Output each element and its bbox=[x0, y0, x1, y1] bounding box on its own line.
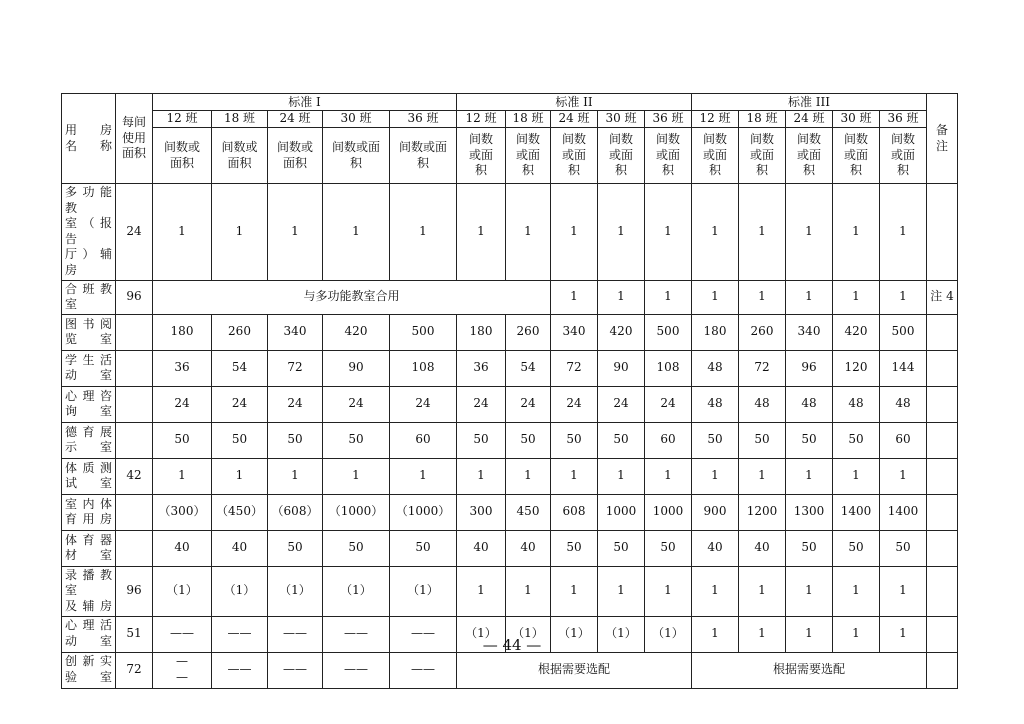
table-row bbox=[62, 386, 958, 422]
value-cell: 1400 bbox=[833, 494, 880, 530]
table-row bbox=[62, 458, 958, 494]
room-area: 72 bbox=[116, 652, 153, 688]
value-cell: 50 bbox=[786, 530, 833, 566]
value-cell: —— bbox=[212, 652, 268, 688]
header-class: 30 班 bbox=[833, 111, 880, 128]
value-cell: 1 bbox=[551, 566, 598, 616]
header-class: 36 班 bbox=[390, 111, 457, 128]
header-class: 12 班 bbox=[692, 111, 739, 128]
value-cell: （1） bbox=[390, 566, 457, 616]
room-name: 心理活 动室 bbox=[62, 616, 116, 652]
value-cell: 72 bbox=[551, 350, 598, 386]
value-cell: 60 bbox=[645, 422, 692, 458]
header-per-room-area: 每间 使用 面积 bbox=[116, 94, 153, 184]
value-cell: 1 bbox=[786, 566, 833, 616]
value-cell: 50 bbox=[457, 422, 506, 458]
value-cell: 1 bbox=[551, 280, 598, 314]
value-cell: 1 bbox=[880, 566, 927, 616]
value-cell: 50 bbox=[551, 530, 598, 566]
value-cell: 180 bbox=[457, 314, 506, 350]
value-cell: 48 bbox=[739, 386, 786, 422]
header-sub: 间数或 面积 bbox=[153, 128, 212, 184]
value-cell: 48 bbox=[692, 350, 739, 386]
page-number: — 44 — bbox=[482, 636, 542, 654]
value-cell: 1 bbox=[598, 280, 645, 314]
table-row bbox=[62, 314, 958, 350]
room-area bbox=[116, 530, 153, 566]
header-sub: 间数或面 积 bbox=[323, 128, 390, 184]
value-cell: 1 bbox=[739, 566, 786, 616]
value-cell: 50 bbox=[153, 422, 212, 458]
value-cell: 1 bbox=[739, 280, 786, 314]
header-class: 24 班 bbox=[268, 111, 323, 128]
value-cell: 1300 bbox=[786, 494, 833, 530]
value-cell: 24 bbox=[268, 386, 323, 422]
remark-cell bbox=[927, 652, 958, 688]
remark-cell bbox=[927, 494, 958, 530]
value-cell: 500 bbox=[390, 314, 457, 350]
room-area bbox=[116, 494, 153, 530]
room-name: 德育展 示室 bbox=[62, 422, 116, 458]
value-cell: （1000） bbox=[390, 494, 457, 530]
value-cell: —— bbox=[268, 616, 323, 652]
value-cell: （1） bbox=[506, 616, 551, 652]
value-cell: 40 bbox=[739, 530, 786, 566]
value-cell: 50 bbox=[212, 422, 268, 458]
value-cell: 54 bbox=[506, 350, 551, 386]
header-sub: 间数 或面 积 bbox=[833, 128, 880, 184]
value-cell: 72 bbox=[739, 350, 786, 386]
room-area: 96 bbox=[116, 566, 153, 616]
header-sub: 间数 或面 积 bbox=[739, 128, 786, 184]
room-name: 录播教室 及辅房 bbox=[62, 566, 116, 616]
value-cell: 1 bbox=[598, 566, 645, 616]
room-area bbox=[116, 350, 153, 386]
value-cell: 108 bbox=[645, 350, 692, 386]
header-class: 24 班 bbox=[551, 111, 598, 128]
value-cell: 1 bbox=[390, 184, 457, 281]
remark-cell bbox=[927, 530, 958, 566]
remark-cell bbox=[927, 386, 958, 422]
value-cell: 48 bbox=[692, 386, 739, 422]
value-cell: 24 bbox=[457, 386, 506, 422]
value-cell: 1 bbox=[786, 616, 833, 652]
header-sub: 间数 或面 积 bbox=[457, 128, 506, 184]
header-class: 36 班 bbox=[645, 111, 692, 128]
value-cell: 50 bbox=[323, 530, 390, 566]
value-cell: （450） bbox=[212, 494, 268, 530]
value-cell: 50 bbox=[506, 422, 551, 458]
value-cell: 40 bbox=[692, 530, 739, 566]
value-cell: 60 bbox=[390, 422, 457, 458]
value-cell: 60 bbox=[880, 422, 927, 458]
value-cell: 1 bbox=[323, 184, 390, 281]
value-cell: 40 bbox=[457, 530, 506, 566]
table-row bbox=[62, 350, 958, 386]
value-cell: 40 bbox=[506, 530, 551, 566]
value-cell: 1 bbox=[457, 458, 506, 494]
room-name: 体质测 试室 bbox=[62, 458, 116, 494]
value-cell: 1 bbox=[268, 184, 323, 281]
value-cell: 1 bbox=[268, 458, 323, 494]
value-cell: 1 bbox=[645, 566, 692, 616]
remark-cell bbox=[927, 184, 958, 281]
value-cell: 1 bbox=[880, 616, 927, 652]
value-cell: 1 bbox=[833, 280, 880, 314]
value-cell: 48 bbox=[880, 386, 927, 422]
value-cell: —— bbox=[323, 652, 390, 688]
value-cell: 1 bbox=[153, 184, 212, 281]
value-cell: 1 bbox=[739, 616, 786, 652]
merged-note: 与多功能教室合用 bbox=[153, 280, 551, 314]
value-cell: 1 bbox=[739, 184, 786, 281]
value-cell: 1 bbox=[833, 458, 880, 494]
value-cell: 90 bbox=[598, 350, 645, 386]
header-standard-2: 标准 II bbox=[457, 94, 692, 111]
value-cell: 1 bbox=[390, 458, 457, 494]
room-name: 室内体 育用房 bbox=[62, 494, 116, 530]
value-cell: 50 bbox=[268, 530, 323, 566]
header-sub: 间数 或面 积 bbox=[598, 128, 645, 184]
header-sub: 间数 或面 积 bbox=[506, 128, 551, 184]
remark-cell: 注 4 bbox=[927, 280, 958, 314]
value-cell: 144 bbox=[880, 350, 927, 386]
value-cell: 108 bbox=[390, 350, 457, 386]
value-cell: 54 bbox=[212, 350, 268, 386]
value-cell: 1 bbox=[212, 184, 268, 281]
value-cell: 1 bbox=[692, 566, 739, 616]
table-row bbox=[62, 652, 958, 688]
value-cell: 1 bbox=[506, 458, 551, 494]
value-cell: 1 bbox=[692, 280, 739, 314]
value-cell: 1000 bbox=[598, 494, 645, 530]
value-cell: 1 bbox=[551, 458, 598, 494]
value-cell: 500 bbox=[645, 314, 692, 350]
value-cell: 1 bbox=[457, 184, 506, 281]
header-class: 36 班 bbox=[880, 111, 927, 128]
value-cell: 300 bbox=[457, 494, 506, 530]
value-cell: （300） bbox=[153, 494, 212, 530]
value-cell: 420 bbox=[833, 314, 880, 350]
table-row bbox=[62, 530, 958, 566]
header-sub: 间数 或面 积 bbox=[692, 128, 739, 184]
value-cell: 1 bbox=[645, 458, 692, 494]
value-cell: 1 bbox=[645, 184, 692, 281]
room-name: 心理咨 询室 bbox=[62, 386, 116, 422]
value-cell: 180 bbox=[692, 314, 739, 350]
header-sub: 间数或面 积 bbox=[390, 128, 457, 184]
table-row bbox=[62, 494, 958, 530]
value-cell: 260 bbox=[739, 314, 786, 350]
value-cell: 50 bbox=[598, 530, 645, 566]
table-row bbox=[62, 422, 958, 458]
value-cell: 1000 bbox=[645, 494, 692, 530]
table-row bbox=[62, 184, 958, 281]
value-cell: 1 bbox=[598, 184, 645, 281]
value-cell: （1000） bbox=[323, 494, 390, 530]
header-sub: 间数或 面积 bbox=[268, 128, 323, 184]
value-cell: 50 bbox=[880, 530, 927, 566]
value-cell: 260 bbox=[212, 314, 268, 350]
value-cell: 40 bbox=[212, 530, 268, 566]
header-class: 24 班 bbox=[786, 111, 833, 128]
remark-cell bbox=[927, 458, 958, 494]
value-cell: 50 bbox=[833, 530, 880, 566]
value-cell: 420 bbox=[598, 314, 645, 350]
header-standard-3: 标准 III bbox=[692, 94, 927, 111]
value-cell: 40 bbox=[153, 530, 212, 566]
value-cell: 1 bbox=[833, 616, 880, 652]
value-cell: 50 bbox=[551, 422, 598, 458]
room-name: 合班教 室 bbox=[62, 280, 116, 314]
value-cell: （1） bbox=[268, 566, 323, 616]
value-cell: 1 bbox=[692, 458, 739, 494]
value-cell: —— bbox=[390, 652, 457, 688]
header-standard-1: 标准 I bbox=[153, 94, 457, 111]
merged-note: 根据需要选配 bbox=[692, 652, 927, 688]
value-cell: 36 bbox=[457, 350, 506, 386]
value-cell: 1 bbox=[880, 280, 927, 314]
value-cell: 48 bbox=[833, 386, 880, 422]
value-cell: 120 bbox=[833, 350, 880, 386]
value-cell: 1 bbox=[880, 184, 927, 281]
header-sub: 间数或 面积 bbox=[212, 128, 268, 184]
value-cell: 180 bbox=[153, 314, 212, 350]
value-cell: 50 bbox=[598, 422, 645, 458]
remark-cell bbox=[927, 566, 958, 616]
value-cell: 24 bbox=[212, 386, 268, 422]
value-cell: 72 bbox=[268, 350, 323, 386]
room-area bbox=[116, 386, 153, 422]
value-cell: 1 bbox=[598, 458, 645, 494]
value-cell: 50 bbox=[786, 422, 833, 458]
value-cell: — — bbox=[153, 652, 212, 688]
value-cell: —— bbox=[268, 652, 323, 688]
value-cell: （1） bbox=[598, 616, 645, 652]
room-name: 体育器 材室 bbox=[62, 530, 116, 566]
value-cell: 1 bbox=[692, 184, 739, 281]
value-cell: （1） bbox=[212, 566, 268, 616]
value-cell: （1） bbox=[323, 566, 390, 616]
value-cell: 1 bbox=[212, 458, 268, 494]
value-cell: （1） bbox=[645, 616, 692, 652]
header-usage-name: 用房 名称 bbox=[62, 94, 116, 184]
value-cell: 1 bbox=[153, 458, 212, 494]
value-cell: 1 bbox=[645, 280, 692, 314]
value-cell: 1 bbox=[786, 184, 833, 281]
merged-note: 根据需要选配 bbox=[457, 652, 692, 688]
header-sub: 间数 或面 积 bbox=[786, 128, 833, 184]
header-sub: 间数 或面 积 bbox=[645, 128, 692, 184]
room-area: 24 bbox=[116, 184, 153, 281]
header-class: 30 班 bbox=[323, 111, 390, 128]
header-class: 30 班 bbox=[598, 111, 645, 128]
value-cell: 24 bbox=[551, 386, 598, 422]
value-cell: 1 bbox=[692, 616, 739, 652]
value-cell: 420 bbox=[323, 314, 390, 350]
room-area bbox=[116, 314, 153, 350]
header-class: 18 班 bbox=[506, 111, 551, 128]
value-cell: 340 bbox=[786, 314, 833, 350]
value-cell: （1） bbox=[153, 566, 212, 616]
value-cell: 608 bbox=[551, 494, 598, 530]
value-cell: 50 bbox=[323, 422, 390, 458]
remark-cell bbox=[927, 314, 958, 350]
room-name: 学生活 动室 bbox=[62, 350, 116, 386]
value-cell: 1 bbox=[786, 458, 833, 494]
value-cell: 340 bbox=[551, 314, 598, 350]
value-cell: 50 bbox=[645, 530, 692, 566]
header-class: 18 班 bbox=[212, 111, 268, 128]
value-cell: —— bbox=[153, 616, 212, 652]
value-cell: 260 bbox=[506, 314, 551, 350]
value-cell: 90 bbox=[323, 350, 390, 386]
value-cell: 500 bbox=[880, 314, 927, 350]
value-cell: 24 bbox=[598, 386, 645, 422]
table-row bbox=[62, 566, 958, 616]
value-cell: 1 bbox=[833, 184, 880, 281]
value-cell: 96 bbox=[786, 350, 833, 386]
value-cell: 1 bbox=[739, 458, 786, 494]
value-cell: 50 bbox=[739, 422, 786, 458]
value-cell: 340 bbox=[268, 314, 323, 350]
standards-table bbox=[61, 93, 958, 689]
value-cell: 50 bbox=[833, 422, 880, 458]
value-cell: 50 bbox=[268, 422, 323, 458]
remark-cell bbox=[927, 350, 958, 386]
header-sub: 间数 或面 积 bbox=[880, 128, 927, 184]
value-cell: 1200 bbox=[739, 494, 786, 530]
room-name: 多功能教 室（报告 厅）辅房 bbox=[62, 184, 116, 281]
value-cell: 1 bbox=[833, 566, 880, 616]
header-class: 18 班 bbox=[739, 111, 786, 128]
header-class: 12 班 bbox=[153, 111, 212, 128]
value-cell: 24 bbox=[645, 386, 692, 422]
value-cell: 1 bbox=[551, 184, 598, 281]
value-cell: 36 bbox=[153, 350, 212, 386]
room-name: 创新实 验室 bbox=[62, 652, 116, 688]
value-cell: 1 bbox=[506, 566, 551, 616]
value-cell: —— bbox=[212, 616, 268, 652]
room-name: 图书阅 览室 bbox=[62, 314, 116, 350]
remark-cell bbox=[927, 422, 958, 458]
value-cell: —— bbox=[390, 616, 457, 652]
value-cell: （1） bbox=[551, 616, 598, 652]
room-area: 42 bbox=[116, 458, 153, 494]
value-cell: 1 bbox=[880, 458, 927, 494]
room-area: 51 bbox=[116, 616, 153, 652]
value-cell: 24 bbox=[153, 386, 212, 422]
header-sub: 间数 或面 积 bbox=[551, 128, 598, 184]
room-area bbox=[116, 422, 153, 458]
value-cell: 900 bbox=[692, 494, 739, 530]
value-cell: 1400 bbox=[880, 494, 927, 530]
value-cell: 24 bbox=[390, 386, 457, 422]
value-cell: （608） bbox=[268, 494, 323, 530]
value-cell: 450 bbox=[506, 494, 551, 530]
header-remark: 备 注 bbox=[927, 94, 958, 184]
room-area: 96 bbox=[116, 280, 153, 314]
value-cell: 1 bbox=[506, 184, 551, 281]
value-cell: —— bbox=[323, 616, 390, 652]
table-row bbox=[62, 280, 958, 314]
header-class: 12 班 bbox=[457, 111, 506, 128]
value-cell: 24 bbox=[506, 386, 551, 422]
value-cell: （1） bbox=[457, 616, 506, 652]
value-cell: 1 bbox=[323, 458, 390, 494]
value-cell: 50 bbox=[692, 422, 739, 458]
value-cell: 50 bbox=[390, 530, 457, 566]
value-cell: 48 bbox=[786, 386, 833, 422]
value-cell: 1 bbox=[457, 566, 506, 616]
value-cell: 24 bbox=[323, 386, 390, 422]
value-cell: 1 bbox=[786, 280, 833, 314]
